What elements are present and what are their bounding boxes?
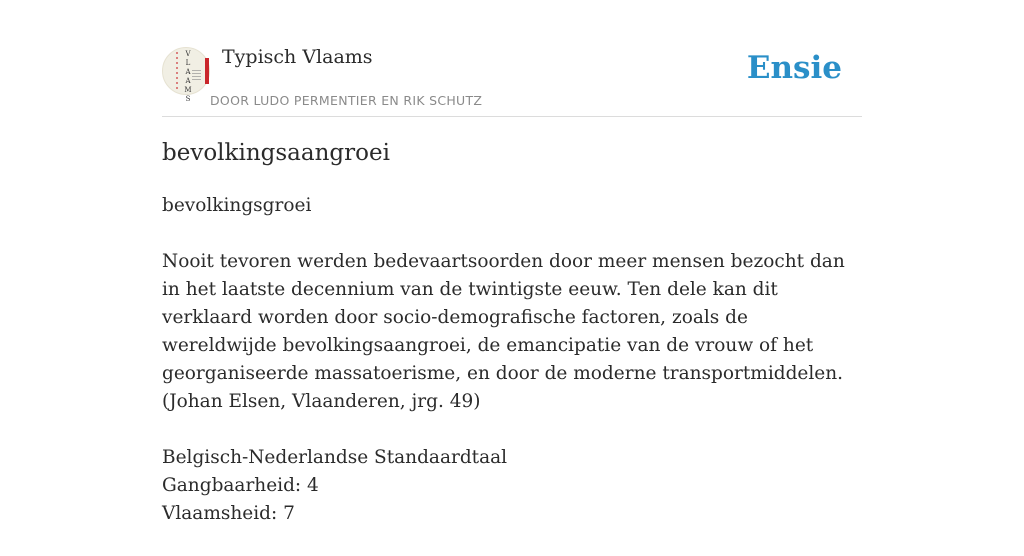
book-cover-logo[interactable]	[162, 47, 210, 103]
header	[162, 0, 862, 117]
entry-source: (Johan Elsen, Vlaanderen, jrg. 49)	[162, 391, 481, 412]
logo-text-lines	[192, 70, 201, 80]
entry-meta	[162, 444, 862, 528]
logo-stripe	[176, 52, 178, 92]
entry-definition: bevolkingsgroei	[162, 195, 312, 216]
entry-example: Nooit tevoren werden bedevaartsoorden door meer mensen bezocht dan in het laatste decennium van de twintigste eeuw. Ten dele kan dit verklaard worden door socio-demografische factoren, zoals de wereldwijde bevolkingsaangroei, de emancipatie van de vrouw of het georganiseerde massatoerisme, en door de moderne transportmiddelen.	[162, 251, 845, 384]
entry-flemishness: Vlaamsheid: 7	[162, 503, 295, 524]
logo-red-edge	[205, 58, 209, 84]
authors-byline: DOOR LUDO PERMENTIER EN RIK SCHUTZ	[210, 93, 483, 108]
brand-logo[interactable]: Ensie	[746, 50, 842, 86]
entry-term: bevolkingsaangroei	[162, 140, 390, 166]
page	[162, 0, 862, 524]
entry-example-block	[162, 248, 862, 416]
site-title[interactable]: Typisch Vlaams	[222, 46, 373, 68]
entry-frequency: Gangbaarheid: 4	[162, 475, 319, 496]
logo-letters: V L A A M S	[184, 50, 192, 103]
entry-content	[162, 192, 862, 556]
entry-language: Belgisch-Nederlandse Standaardtaal	[162, 447, 508, 468]
